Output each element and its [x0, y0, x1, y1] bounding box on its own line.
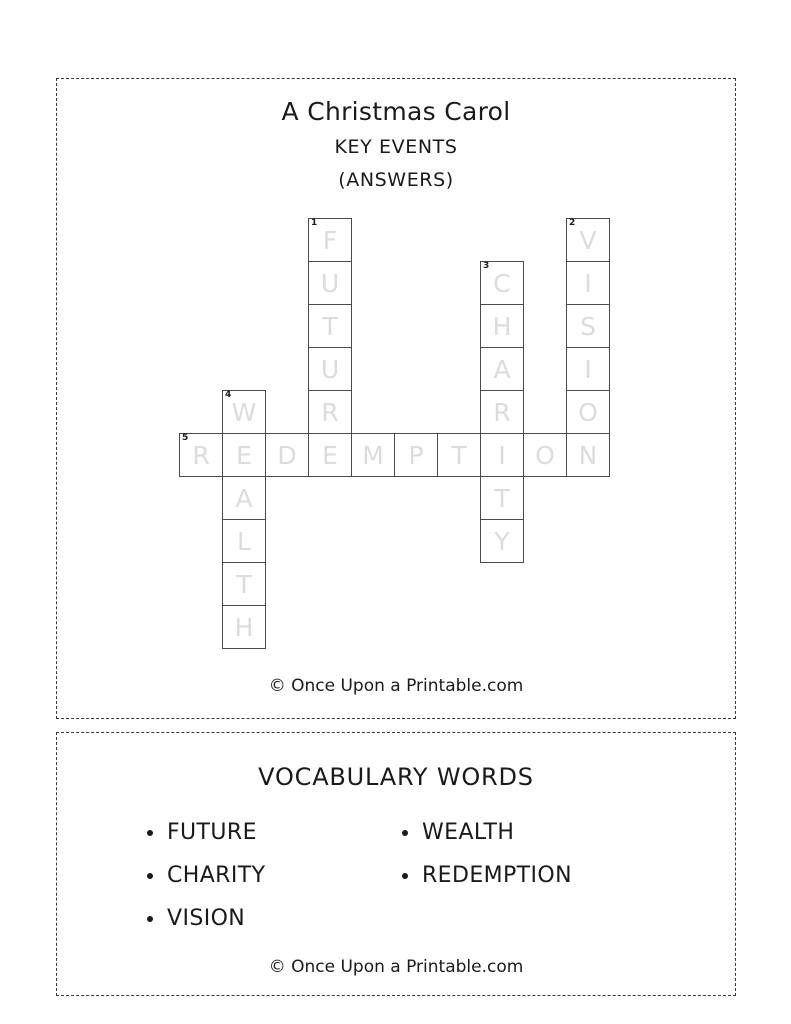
crossword-answer-letter: I	[584, 354, 592, 384]
crossword-cell[interactable]	[566, 433, 610, 477]
vocabulary-word-label: FUTURE	[167, 820, 257, 845]
crossword-clue-number: 4	[225, 390, 232, 400]
crossword-answer-letter: T	[494, 483, 510, 513]
vocabulary-word-item	[147, 854, 402, 897]
crossword-answer-letter: V	[579, 225, 597, 255]
crossword-cell[interactable]	[308, 433, 352, 477]
crossword-cell[interactable]	[480, 390, 524, 434]
crossword-cell[interactable]	[351, 433, 395, 477]
crossword-answer-letter: F	[322, 225, 338, 255]
crossword-cell[interactable]	[480, 476, 524, 520]
vocabulary-word-item	[147, 811, 402, 854]
puzzle-panel	[56, 78, 736, 719]
puzzle-credit-text: © Once Upon a Printable.com	[268, 676, 524, 696]
vocabulary-word-label: WEALTH	[422, 820, 515, 845]
crossword-answer-letter: O	[535, 440, 555, 470]
crossword-cell[interactable]	[222, 476, 266, 520]
crossword-answer-letter: T	[236, 569, 252, 599]
crossword-answer-letter: N	[578, 440, 598, 470]
crossword-cell[interactable]	[566, 304, 610, 348]
crossword-cell[interactable]	[566, 347, 610, 391]
vocabulary-credit-text: © Once Upon a Printable.com	[268, 957, 524, 977]
crossword-cell[interactable]	[480, 304, 524, 348]
vocabulary-column	[147, 811, 402, 940]
crossword-cell[interactable]	[437, 433, 481, 477]
page-subtitle-answers: (ANSWERS)	[338, 169, 454, 191]
vocabulary-column	[402, 811, 657, 940]
vocabulary-word-label: CHARITY	[167, 863, 266, 888]
page-title: A Christmas Carol	[281, 97, 511, 126]
crossword-answer-letter: A	[235, 483, 253, 513]
crossword-clue-number: 5	[182, 433, 189, 443]
crossword-cell[interactable]	[566, 261, 610, 305]
vocabulary-word-list	[147, 811, 657, 940]
bullet-icon	[147, 916, 153, 922]
vocabulary-word-item	[402, 854, 657, 897]
vocabulary-word-item	[147, 897, 402, 940]
crossword-answer-letter: L	[237, 526, 251, 556]
vocabulary-heading: VOCABULARY WORDS	[258, 763, 534, 791]
bullet-icon	[402, 873, 408, 879]
crossword-answer-letter: M	[362, 440, 384, 470]
crossword-cell[interactable]	[480, 347, 524, 391]
vocabulary-word-label: REDEMPTION	[422, 863, 572, 888]
vocabulary-word-item	[402, 811, 657, 854]
crossword-answer-letter: A	[493, 354, 511, 384]
crossword-clue-number: 1	[311, 218, 318, 228]
crossword-cell[interactable]	[308, 347, 352, 391]
crossword-answer-letter: U	[320, 268, 340, 298]
crossword-cell[interactable]	[480, 519, 524, 563]
crossword-cell[interactable]	[308, 218, 352, 262]
crossword-answer-letter: E	[322, 440, 338, 470]
vocabulary-panel	[56, 732, 736, 996]
bullet-icon	[147, 830, 153, 836]
crossword-clue-number: 2	[569, 218, 576, 228]
crossword-cell[interactable]	[480, 261, 524, 305]
crossword-cell[interactable]	[222, 562, 266, 606]
crossword-answer-letter: C	[493, 268, 511, 298]
crossword-grid[interactable]	[57, 79, 737, 720]
crossword-cell[interactable]	[308, 304, 352, 348]
crossword-answer-letter: T	[451, 440, 467, 470]
crossword-cell[interactable]	[566, 390, 610, 434]
page-subtitle: KEY EVENTS	[334, 136, 458, 158]
crossword-answer-letter: R	[493, 397, 511, 427]
crossword-answer-letter: H	[234, 612, 254, 642]
crossword-cell[interactable]	[222, 433, 266, 477]
crossword-cell[interactable]	[265, 433, 309, 477]
crossword-answer-letter: T	[322, 311, 338, 341]
crossword-cell[interactable]	[308, 390, 352, 434]
crossword-cell[interactable]	[222, 390, 266, 434]
crossword-answer-letter: O	[578, 397, 598, 427]
crossword-clue-number: 3	[483, 261, 490, 271]
crossword-cell[interactable]	[523, 433, 567, 477]
crossword-cell[interactable]	[566, 218, 610, 262]
crossword-answer-letter: D	[277, 440, 297, 470]
crossword-answer-letter: I	[584, 268, 592, 298]
crossword-cell[interactable]	[394, 433, 438, 477]
crossword-answer-letter: R	[321, 397, 339, 427]
bullet-icon	[402, 830, 408, 836]
vocabulary-word-label: VISION	[167, 906, 246, 931]
crossword-cell[interactable]	[480, 433, 524, 477]
crossword-answer-letter: S	[580, 311, 596, 341]
crossword-answer-letter: P	[408, 440, 424, 470]
crossword-answer-letter: E	[236, 440, 252, 470]
crossword-answer-letter: H	[492, 311, 512, 341]
crossword-answer-letter: R	[192, 440, 210, 470]
crossword-cell[interactable]	[222, 605, 266, 649]
crossword-cell[interactable]	[179, 433, 223, 477]
crossword-answer-letter: Y	[494, 526, 510, 556]
crossword-answer-letter: W	[231, 397, 257, 427]
crossword-answer-letter: I	[498, 440, 506, 470]
crossword-cell[interactable]	[308, 261, 352, 305]
crossword-answer-letter: U	[320, 354, 340, 384]
bullet-icon	[147, 873, 153, 879]
crossword-cell[interactable]	[222, 519, 266, 563]
